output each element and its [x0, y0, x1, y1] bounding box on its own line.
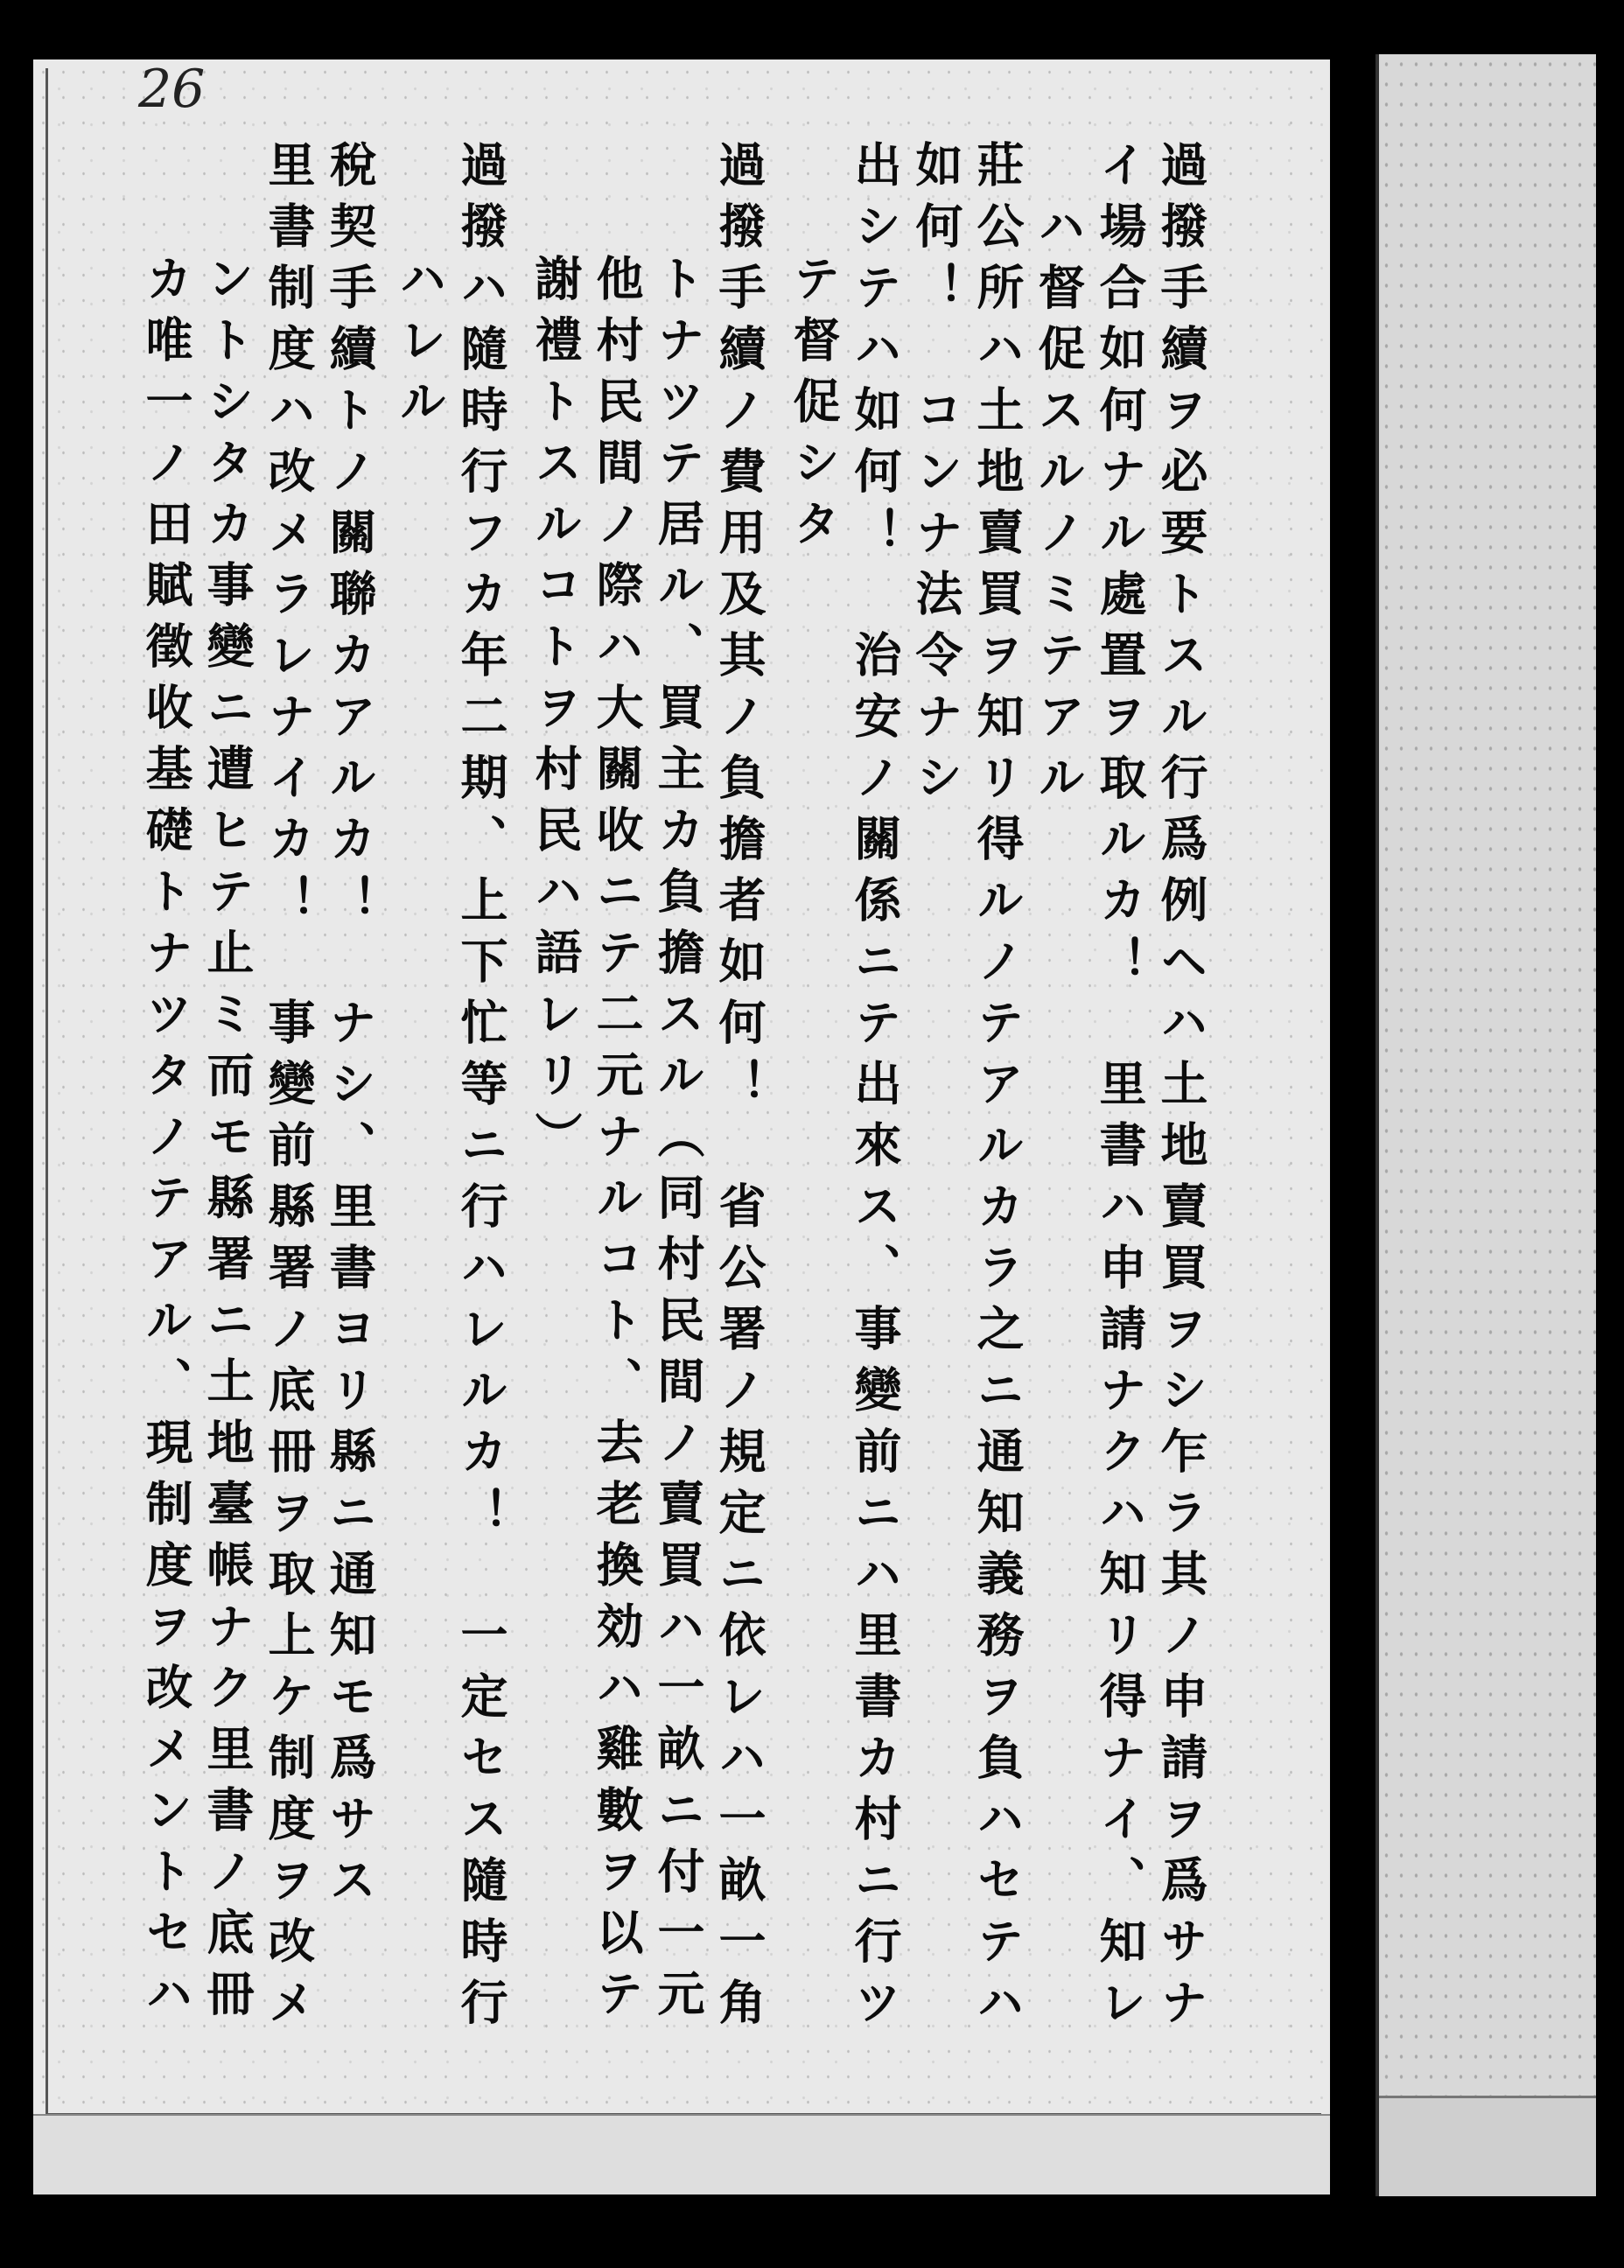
text-column-17: カ唯一ノ田賦徵收基礎トナツタノテアル、現制度ヲ改メントセハ: [138, 254, 194, 2030]
adjacent-page-strip: [1376, 54, 1596, 2196]
text-column-16: ントシタカ事變ニ遭ヒテ止ミ而モ縣署ニ土地臺帳ナク里書ノ底冊: [200, 254, 256, 2030]
text-column-15: 里書制度ハ改メラレナイカ！ 事變前縣署ノ底冊ヲ取上ケ制度ヲ改メ: [261, 140, 317, 2039]
adjacent-page-bottom-edge: [1379, 2096, 1596, 2196]
text-column-9: トナツテ居ル、買主カ負擔スル（同村民間ノ賣買ハ一畝ニ付一元: [650, 254, 706, 2030]
text-column-13: ハレル: [392, 254, 448, 438]
book-page: [33, 60, 1330, 2194]
page-bottom-edge: [33, 2114, 1330, 2194]
text-column-7: テ督促シタ: [786, 254, 842, 560]
text-column-5: 如何！ コンナ法令ナシ: [908, 140, 964, 814]
text-column-3: ハ督促スルノミテアル: [1031, 201, 1087, 814]
page-number: 26: [138, 59, 206, 120]
text-column-12: 過撥ハ隨時行フカ年二期、上下忙等ニ行ハレルカ！ 一定セス隨時行: [453, 140, 509, 2039]
text-column-10: 他村民間ノ際ハ大關收ニテ二元ナルコト、去老換効ハ雞數ヲ以テ: [589, 254, 645, 2030]
text-column-8: 過撥手續ノ費用及其ノ負擔者如何！ 省公署ノ規定ニ依レハ一畝一角: [711, 140, 767, 2039]
text-column-1: 過撥手續ヲ必要トスル行爲例ヘハ土地賣買ヲシ乍ラ其ノ申請ヲ爲サナ: [1153, 140, 1209, 2039]
text-column-4: 莊公所ハ土地賣買ヲ知リ得ルノテアルカラ之ニ通知義務ヲ負ハセテハ: [970, 140, 1026, 2039]
text-column-2: イ場合如何ナル處置ヲ取ルカ！ 里書ハ申請ナクハ知リ得ナイ、知レ: [1092, 140, 1148, 2039]
text-column-14: 稅契手續トノ關聯カアルカ！ ナシ、里書ヨリ縣ニ通知モ爲サス: [322, 140, 378, 1916]
text-column-6: 出シテハ如何！ 治安ノ關係ニテ出來ス、事變前ニハ里書カ村ニ行ツ: [847, 140, 903, 2039]
text-column-11: 謝禮トスルコトヲ村民ハ語レリ）: [528, 254, 584, 1172]
